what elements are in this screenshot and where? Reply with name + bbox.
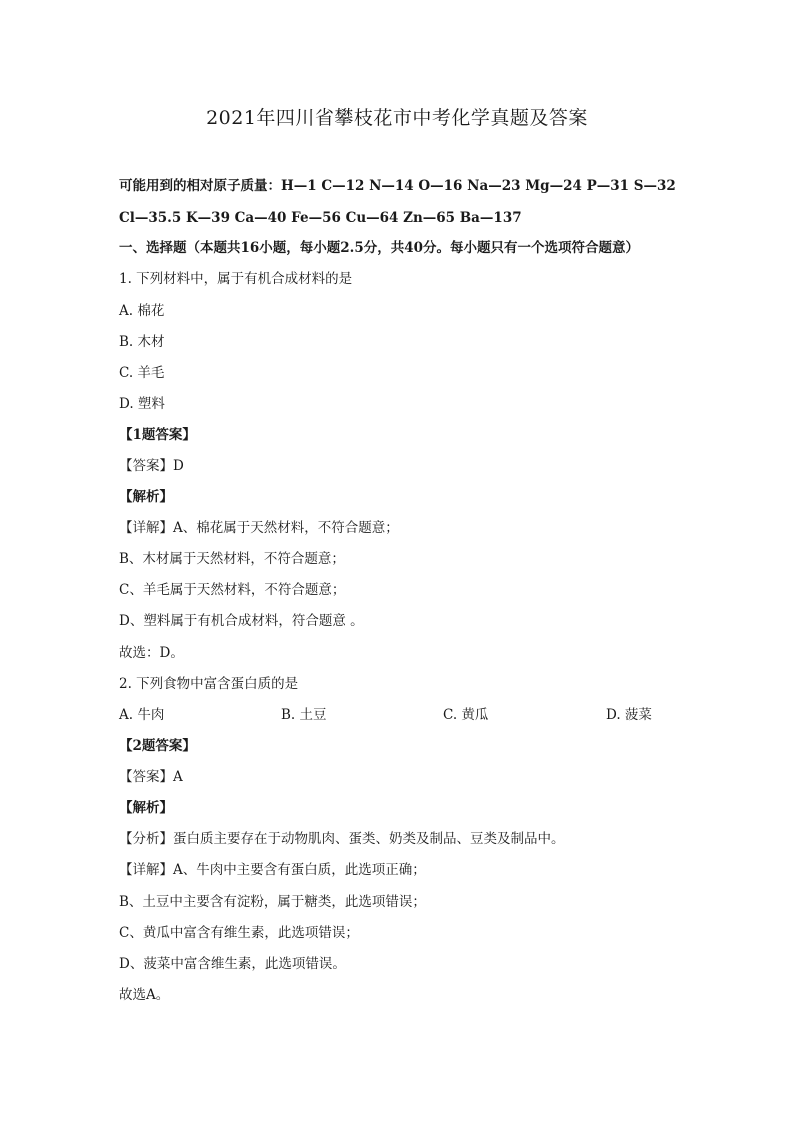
q2-conclusion: 故选A。 bbox=[119, 987, 170, 1003]
q2-detail-3: C、黄瓜中富含有维生素，此选项错误； bbox=[119, 925, 359, 941]
q2-option-d: D. 菠菜 bbox=[606, 707, 652, 723]
atomic-mass-line-1: 可能用到的相对原子质量：H—1 C—12 N—14 O—16 Na—23 Mg—24 P—31 S—32 bbox=[119, 178, 676, 194]
q2-option-b: B. 土豆 bbox=[281, 707, 327, 723]
q2-answer: 【答案】A bbox=[119, 769, 183, 785]
q2-answer-header: 【2题答案】 bbox=[119, 738, 196, 754]
q2-detail-1: 【详解】A、牛肉中主要含有蛋白质，此选项正确； bbox=[119, 862, 426, 878]
q2-option-a: A. 牛肉 bbox=[119, 707, 165, 723]
q1-option-d: D. 塑料 bbox=[119, 396, 165, 412]
atomic-mass-line-2: Cl—35.5 K—39 Ca—40 Fe—56 Cu—64 Zn—65 Ba—137 bbox=[119, 210, 522, 226]
q2-analysis-header: 【解析】 bbox=[119, 800, 173, 816]
page-title: 2021年四川省攀枝花市中考化学真题及答案 bbox=[206, 107, 588, 129]
q1-option-b: B. 木材 bbox=[119, 334, 165, 350]
q1-answer: 【答案】D bbox=[119, 458, 184, 474]
q2-analysis: 【分析】蛋白质主要存在于动物肌肉、蛋类、奶类及制品、豆类及制品中。 bbox=[119, 831, 565, 847]
section-heading: 一、选择题（本题共16小题，每小题2.5分，共40分。每小题只有一个选项符合题意） bbox=[119, 240, 640, 256]
q1-detail-4: D、塑料属于有机合成材料，符合题意 。 bbox=[119, 613, 364, 629]
q1-stem: 1. 下列材料中，属于有机合成材料的是 bbox=[119, 271, 353, 287]
q1-answer-header: 【1题答案】 bbox=[119, 427, 196, 443]
q1-detail-2: B、木材属于天然材料，不符合题意； bbox=[119, 551, 345, 567]
q1-option-c: C. 羊毛 bbox=[119, 365, 165, 381]
q1-detail-1: 【详解】A、棉花属于天然材料，不符合题意； bbox=[119, 520, 399, 536]
q1-detail-3: C、羊毛属于天然材料，不符合题意； bbox=[119, 582, 346, 598]
q1-analysis-header: 【解析】 bbox=[119, 489, 173, 505]
q1-option-a: A. 棉花 bbox=[119, 303, 165, 319]
q2-option-c: C. 黄瓜 bbox=[443, 707, 489, 723]
q2-stem: 2. 下列食物中富含蛋白质的是 bbox=[119, 676, 299, 692]
q1-conclusion: 故选：D。 bbox=[119, 645, 184, 661]
q2-detail-4: D、菠菜中富含维生素，此选项错误。 bbox=[119, 956, 346, 972]
q2-detail-2: B、土豆中主要含有淀粉，属于糖类，此选项错误； bbox=[119, 894, 426, 910]
